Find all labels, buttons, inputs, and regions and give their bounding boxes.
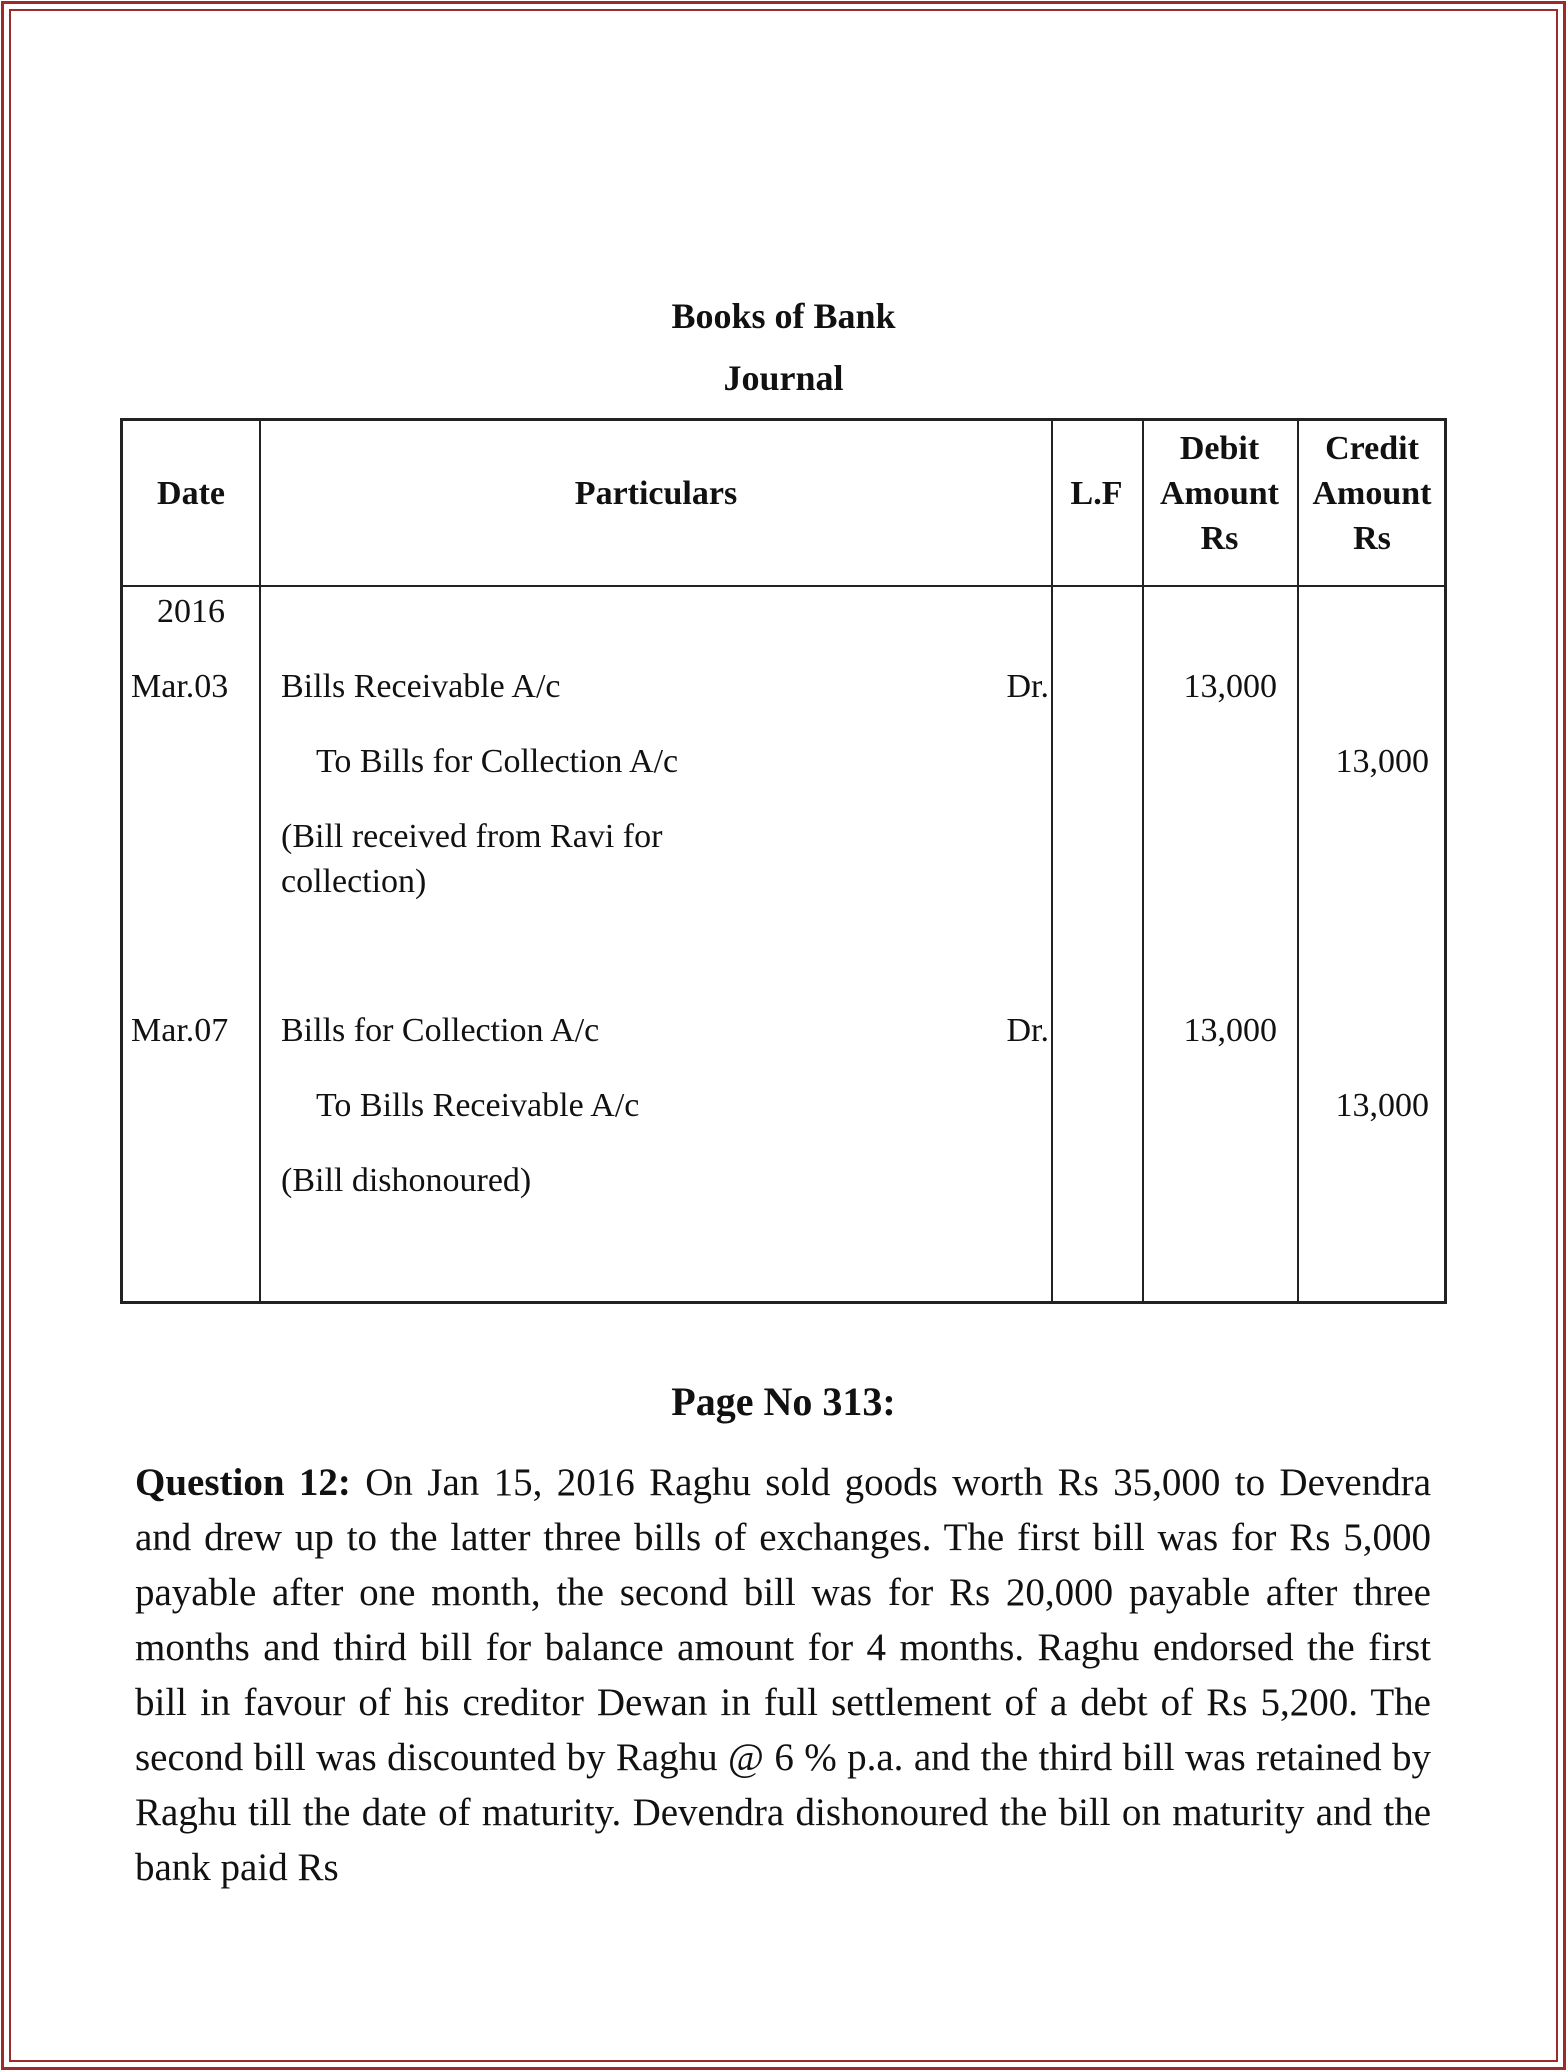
year-cell: 2016: [157, 593, 225, 630]
col-divider: [259, 421, 261, 1301]
entry-date: Mar.07: [131, 1012, 229, 1049]
credit-amount: 13,000: [1335, 1087, 1429, 1124]
question-text: On Jan 15, 2016 Raghu sold goods worth Rs 35,000 to Devendra and drew up to the latter three bills of exchanges. The first bill was for Rs 5,000 payable after one month, the second bill was for Rs 20,000 payable after three months and third bill for balance amount for 4 months. Raghu endorsed the first bill in favour of his creditor Dewan in full settlement of a debt of Rs 5,200. The second bill was discounted by Raghu @ 6 % p.a. and the third bill was retained by Raghu till the date of maturity. Devendra dishonoured the bill on maturity and the bank paid Rs: [135, 1461, 1432, 1889]
narration: (Bill received from Ravi for: [281, 818, 663, 855]
page-number-heading: Page No 313:: [671, 1379, 896, 1424]
header-divider: [123, 585, 1444, 587]
narration: (Bill dishonoured): [281, 1162, 532, 1199]
credit-account: To Bills Receivable A/c: [316, 1087, 640, 1124]
debit-amount: 13,000: [1183, 1012, 1277, 1049]
col-divider: [1051, 421, 1053, 1301]
question-label: Question 12:: [135, 1461, 351, 1504]
journal-table: [120, 418, 1447, 1304]
question-paragraph: [135, 1455, 1431, 1895]
header-credit-line: Amount: [1312, 475, 1432, 512]
debit-account: Bills for Collection A/c: [281, 1012, 600, 1049]
entry-date: Mar.03: [131, 668, 229, 705]
debit-account: Bills Receivable A/c: [281, 668, 561, 705]
credit-account: To Bills for Collection A/c: [316, 743, 679, 780]
header-date: Date: [157, 475, 225, 512]
books-heading: Books of Bank: [671, 296, 896, 336]
header-debit-line: Debit: [1179, 430, 1260, 467]
header-particulars: Particulars: [574, 475, 738, 512]
header-credit-line: Credit: [1325, 430, 1419, 467]
header-debit-line: Amount: [1159, 475, 1280, 512]
narration: collection): [281, 863, 427, 900]
header-credit: [1297, 426, 1447, 561]
dr-marker: Dr.: [1006, 1012, 1049, 1049]
header-debit-line: Rs: [1200, 520, 1239, 557]
header-debit: [1142, 426, 1297, 561]
credit-amount: 13,000: [1335, 743, 1429, 780]
header-credit-line: Rs: [1353, 520, 1391, 557]
dr-marker: Dr.: [1006, 668, 1049, 705]
debit-amount: 13,000: [1183, 668, 1277, 705]
journal-heading: Journal: [723, 358, 844, 398]
header-lf: L.F: [1070, 475, 1123, 512]
